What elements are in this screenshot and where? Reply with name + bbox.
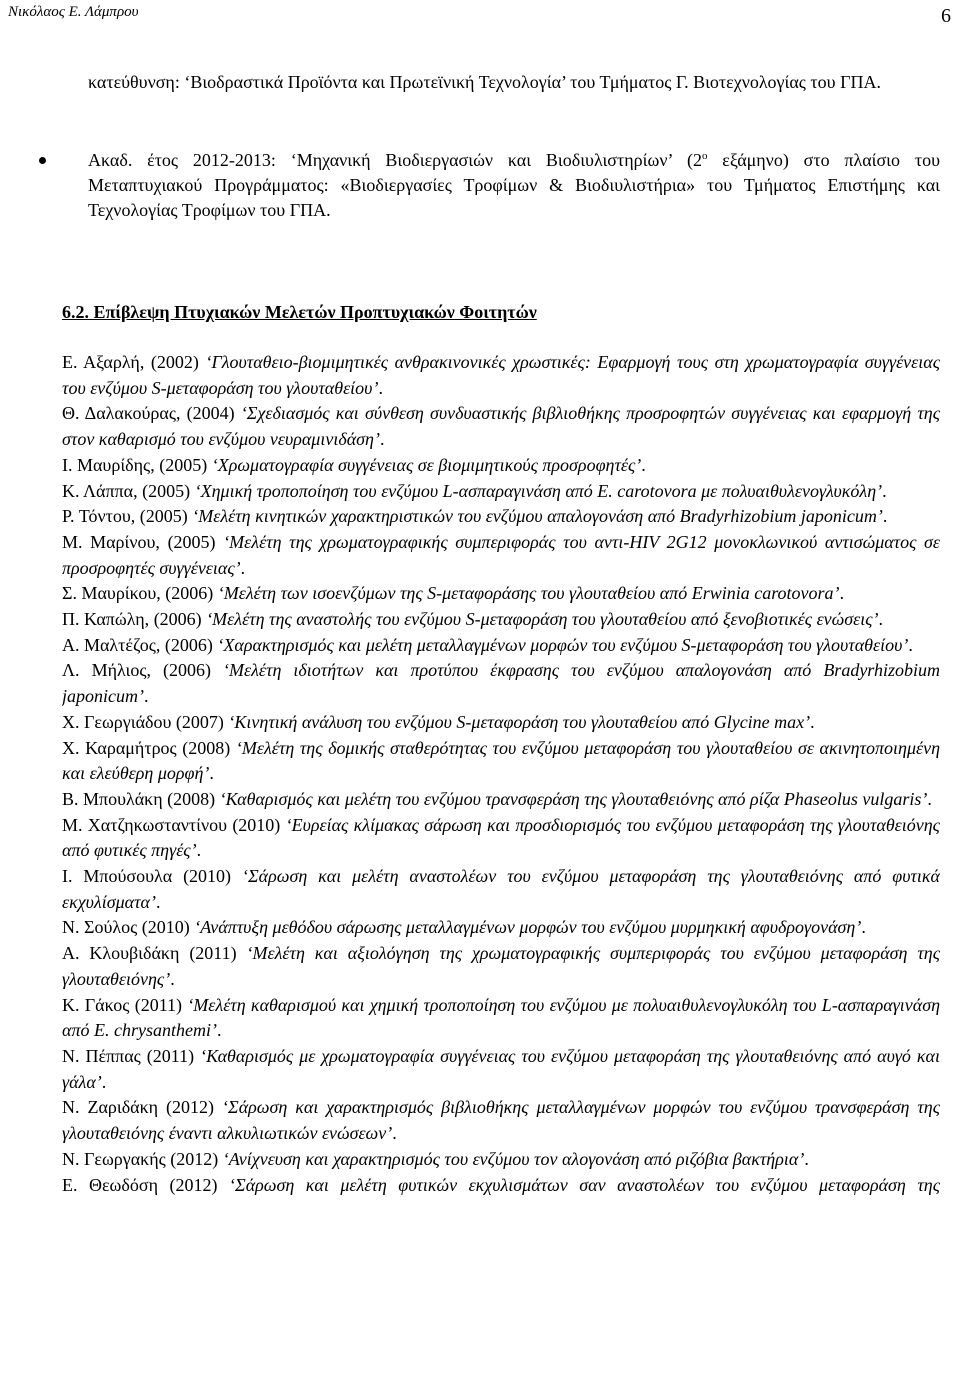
entry-thesis-title: ‘Σάρωση και χαρακτηρισμός βιβλιοθήκης μεταλλαγμένων μορφών του ενζύμου τρανσφεράση της γλουταθειόνης έναντι αλκυλιωτικών ενώσεων’: [62, 1097, 940, 1144]
entry-thesis-title: ‘Ανίχνευση και χαρακτηρισμός του ενζύμου τον αλογονάση από ριζόβια βακτήρια’: [222, 1148, 805, 1169]
supervision-entry: [62, 633, 940, 659]
entry-end-punctuation: .: [641, 454, 646, 475]
running-header-author: Νικόλαος Ε. Λάμπρου: [8, 4, 139, 20]
entry-year: (2008): [182, 737, 231, 758]
entry-student-name: Χ. Γεωργιάδου: [62, 711, 172, 732]
entry-end-punctuation: .: [209, 763, 214, 784]
entry-student-name: Ν. Ζαριδάκη: [62, 1097, 159, 1118]
entry-end-punctuation: .: [379, 429, 385, 450]
entry-year: (2012): [166, 1097, 215, 1118]
section-heading: 6.2. Επίβλεψη Πτυχιακών Μελετών Προπτυχιακών Φοιτητών: [62, 302, 537, 322]
entry-year: (2011): [189, 943, 237, 964]
entry-thesis-title: ‘Χρωματογραφία συγγένειας σε βιομιμητικούς προσροφητές’: [211, 454, 642, 475]
entry-year: (2005): [167, 531, 216, 552]
entry-student-name: Ε. Αξαρλή,: [62, 352, 145, 372]
entry-student-name: Χ. Καραμήτρος: [62, 737, 177, 758]
entry-year: (2011): [146, 1045, 195, 1066]
supervision-entry: [62, 530, 940, 581]
entry-student-name: Λ. Μήλιος,: [62, 660, 151, 681]
entry-thesis-title: ‘Γλουταθειο-βιομιμητικές ανθρακινονικές χρωστικές: Εφαρμογή τους στη χρωματογραφία συγγένειας του ενζύμου S-μεταφοράση του γλουταθείου’: [62, 352, 940, 398]
entry-student-name: Ν. Γεωργακής: [62, 1148, 166, 1169]
entry-year: (2005): [159, 454, 208, 475]
entry-student-name: Ι. Μαυρίδης,: [62, 454, 155, 475]
supervision-entry: [62, 941, 940, 992]
supervision-entry: [62, 1044, 940, 1095]
supervision-entry: [62, 607, 940, 633]
page-number: 6: [941, 5, 951, 27]
teaching-item-text-end: εξάμηνο) στο πλαίσιο του Μεταπτυχιακού Προγράμματος: «Βιοδιεργασίες Τροφίμων & Βιοδιυλιστήρια» του Τμήματος Επιστήμης και Τεχνολογίας Τροφίμων του ΓΠΑ.: [88, 150, 940, 220]
entry-student-name: Ι. Μπούσουλα: [62, 866, 173, 887]
entry-year: (2006): [153, 609, 202, 630]
entry-thesis-title: ‘Ευρείας κλίμακας σάρωση και προσδιορισμός του ενζύμου μεταφοράση της γλουταθειόνης από φυτικές πηγές’: [62, 814, 940, 861]
entry-student-name: Κ. Γάκος: [62, 994, 130, 1015]
entry-thesis-title: ‘Κινητική ανάλυση του ενζύμου S-μεταφοράση του γλουταθείου από Glycine max’: [228, 711, 811, 732]
entry-year: (2005): [142, 480, 191, 501]
teaching-item-text-start: Ακαδ. έτος 2012-2013: ‘Μηχανική Βιοδιεργασιών και Βιοδιυλιστηρίων’ (2: [88, 150, 702, 170]
supervision-entry: [62, 453, 940, 479]
entry-end-punctuation: .: [882, 506, 888, 527]
entry-thesis-title: ‘Χαρακτηρισμός και μελέτη μεταλλαγμένων μορφών του ενζύμου S-μεταφοράση του γλουταθείου’: [217, 634, 909, 655]
bullet-icon: [39, 157, 46, 164]
entry-year: (2011): [134, 994, 183, 1015]
entry-student-name: Μ. Μαρίνου,: [62, 531, 160, 552]
supervision-entry: [62, 479, 940, 505]
supervision-entry: [62, 1173, 940, 1199]
entry-end-punctuation: .: [878, 609, 883, 630]
entry-thesis-title: ‘Χημική τροποποίηση του ενζύμου L-ασπαραγινάση από E. carotovora με πολυαιθυλενογλυκόλη’: [194, 480, 883, 501]
entry-year: (2006): [164, 634, 213, 655]
entry-end-punctuation: .: [155, 891, 161, 912]
entry-thesis-title: ‘Καθαρισμός και μελέτη του ενζύμου τρανσφεράση της γλουταθειόνης από ρίζα Phaseolus vulgaris’: [219, 788, 928, 809]
entry-thesis-title: ‘Μελέτη και αξιολόγηση της χρωματογραφικής συμπεριφοράς του ενζύμου μεταφοράση της γλουταθειόνης’: [62, 943, 940, 989]
supervision-entry: [62, 401, 940, 452]
entry-end-punctuation: .: [927, 788, 932, 809]
supervision-entry: [62, 350, 940, 401]
supervision-entry: [62, 736, 940, 787]
entry-end-punctuation: .: [196, 840, 202, 861]
entry-student-name: Ν. Σούλος: [62, 917, 138, 938]
entry-year: (2006): [163, 660, 212, 681]
supervision-entry: [62, 915, 940, 941]
entry-student-name: Α. Μαλτέζος,: [62, 634, 161, 655]
entry-end-punctuation: .: [839, 583, 845, 604]
entry-student-name: Κ. Λάππα,: [62, 480, 138, 501]
supervision-entry: [62, 581, 940, 607]
entry-year: (2007): [175, 711, 224, 732]
entry-thesis-title: ‘Καθαρισμός με χρωματογραφία συγγένειας του ενζύμου μεταφοράση της γλουταθειόνης από αυγό και γάλα’: [62, 1045, 940, 1092]
entry-thesis-title: ‘Σχεδιασμός και σύνθεση συνδυαστικής βιβλιοθήκης προσροφητών συγγένειας και εφαρμογή της στον καθαρισμό του ενζύμου νευραμινιδάση’: [62, 403, 940, 450]
entry-student-name: Σ. Μαυρίκου,: [62, 583, 161, 604]
supervision-entry: [62, 658, 940, 709]
entry-thesis-title: ‘Μελέτη των ισοενζύμων της S-μεταφοράσης του γλουταθείου από Erwinia carotovora’: [217, 583, 840, 604]
entry-year: (2008): [167, 788, 216, 809]
entry-year: (2005): [139, 506, 188, 527]
teaching-item: [88, 148, 940, 223]
supervision-entry: [62, 787, 940, 813]
teaching-item-continuation: κατεύθυνση: ‘Βιοδραστικά Προϊόντα και Πρωτεϊνική Τεχνολογία’ του Τμήματος Γ. Βιοτεχνολογίας του ΓΠΑ.: [88, 72, 881, 92]
entry-thesis-title: ‘Μελέτη κινητικών χαρακτηριστικών του ενζύμου απαλογονάση από Bradyrhizobium japonicum’: [192, 506, 883, 527]
entry-year: (2006): [165, 583, 214, 604]
supervision-entry: [62, 864, 940, 915]
entry-end-punctuation: .: [216, 1020, 222, 1041]
entry-thesis-title: ‘Ανάπτυξη μεθόδου σάρωσης μεταλλαγμένων μορφών του ενζύμου μυρμηκική αφυδρογονάση’: [194, 917, 862, 938]
entry-year: (2012): [170, 1148, 219, 1169]
entry-year: (2010): [141, 917, 190, 938]
entry-student-name: Α. Κλουβιδάκη: [62, 943, 180, 964]
entry-student-name: Ε. Θεωδόση: [62, 1174, 158, 1195]
entry-thesis-title: ‘Σάρωση και μελέτη αναστολέων του ενζύμου μεταφοράση της γλουταθειόνης από φυτικά εκχυλίσματα’: [62, 866, 940, 912]
entry-thesis-title: ‘Μελέτη της χρωματογραφικής συμπεριφοράς του αντι-HIV 2G12 μονοκλωνικού αντισώματος σε προσροφητές συγγένειας’: [62, 531, 940, 578]
entry-thesis-title: ‘Μελέτη ιδιοτήτων και προτύπου έκφρασης του ενζύμου απαλογονάση από Bradyrhizobium japonicum’: [62, 660, 940, 707]
supervision-entry: [62, 1147, 940, 1173]
entry-year: (2010): [232, 814, 281, 835]
entry-student-name: Ν. Πέππας: [62, 1045, 141, 1066]
entry-student-name: Π. Καπώλη,: [62, 609, 150, 630]
entry-end-punctuation: .: [861, 917, 866, 938]
supervision-entry: [62, 993, 940, 1044]
entry-end-punctuation: .: [804, 1148, 809, 1169]
supervision-entry: [62, 710, 940, 736]
entry-end-punctuation: .: [882, 480, 887, 501]
entry-year: (2002): [150, 352, 199, 372]
entry-end-punctuation: .: [101, 1071, 107, 1092]
entry-end-punctuation: .: [143, 686, 149, 707]
entry-end-punctuation: .: [908, 634, 913, 655]
entry-end-punctuation: .: [392, 1123, 397, 1144]
supervision-entry: [62, 504, 940, 530]
entry-end-punctuation: .: [810, 711, 815, 732]
entry-student-name: Β. Μπουλάκη: [62, 788, 163, 809]
supervision-entry: [62, 1095, 940, 1146]
entry-end-punctuation: .: [378, 377, 383, 398]
entry-thesis-title: ‘Σάρωση και μελέτη φυτικών εκχυλισμάτων σαν αναστολέων του ενζύμου μεταφοράση της: [229, 1174, 940, 1195]
entry-end-punctuation: .: [170, 968, 175, 989]
entry-student-name: Μ. Χατζηκωσταντίνου: [62, 814, 228, 835]
entry-student-name: Ρ. Τόντου,: [62, 506, 136, 527]
ordinal-superscript: ο: [701, 150, 708, 162]
entry-student-name: Θ. Δαλακούρας,: [62, 403, 181, 424]
entry-year: (2004): [186, 403, 235, 424]
entry-year: (2012): [169, 1174, 218, 1195]
entry-thesis-title: ‘Μελέτη της δομικής σταθερότητας του ενζύμου μεταφοράση του γλουταθείου σε ακινητοποιημένη και ελεύθερη μορφή’: [62, 737, 940, 784]
entry-thesis-title: ‘Μελέτη της αναστολής του ενζύμου S-μεταφοράση του γλουταθείου από ξενοβιοτικές ενώσεις’: [206, 609, 879, 630]
entry-year: (2010): [183, 866, 232, 887]
entry-thesis-title: ‘Μελέτη καθαρισμού και χημική τροποποίηση του ενζύμου με πολυαιθυλενογλυκόλη του L-ασπαραγινάση από E. chrysanthemi’: [62, 994, 940, 1041]
supervision-list: [62, 350, 940, 1380]
entry-end-punctuation: .: [240, 557, 246, 578]
supervision-entry: [62, 813, 940, 864]
